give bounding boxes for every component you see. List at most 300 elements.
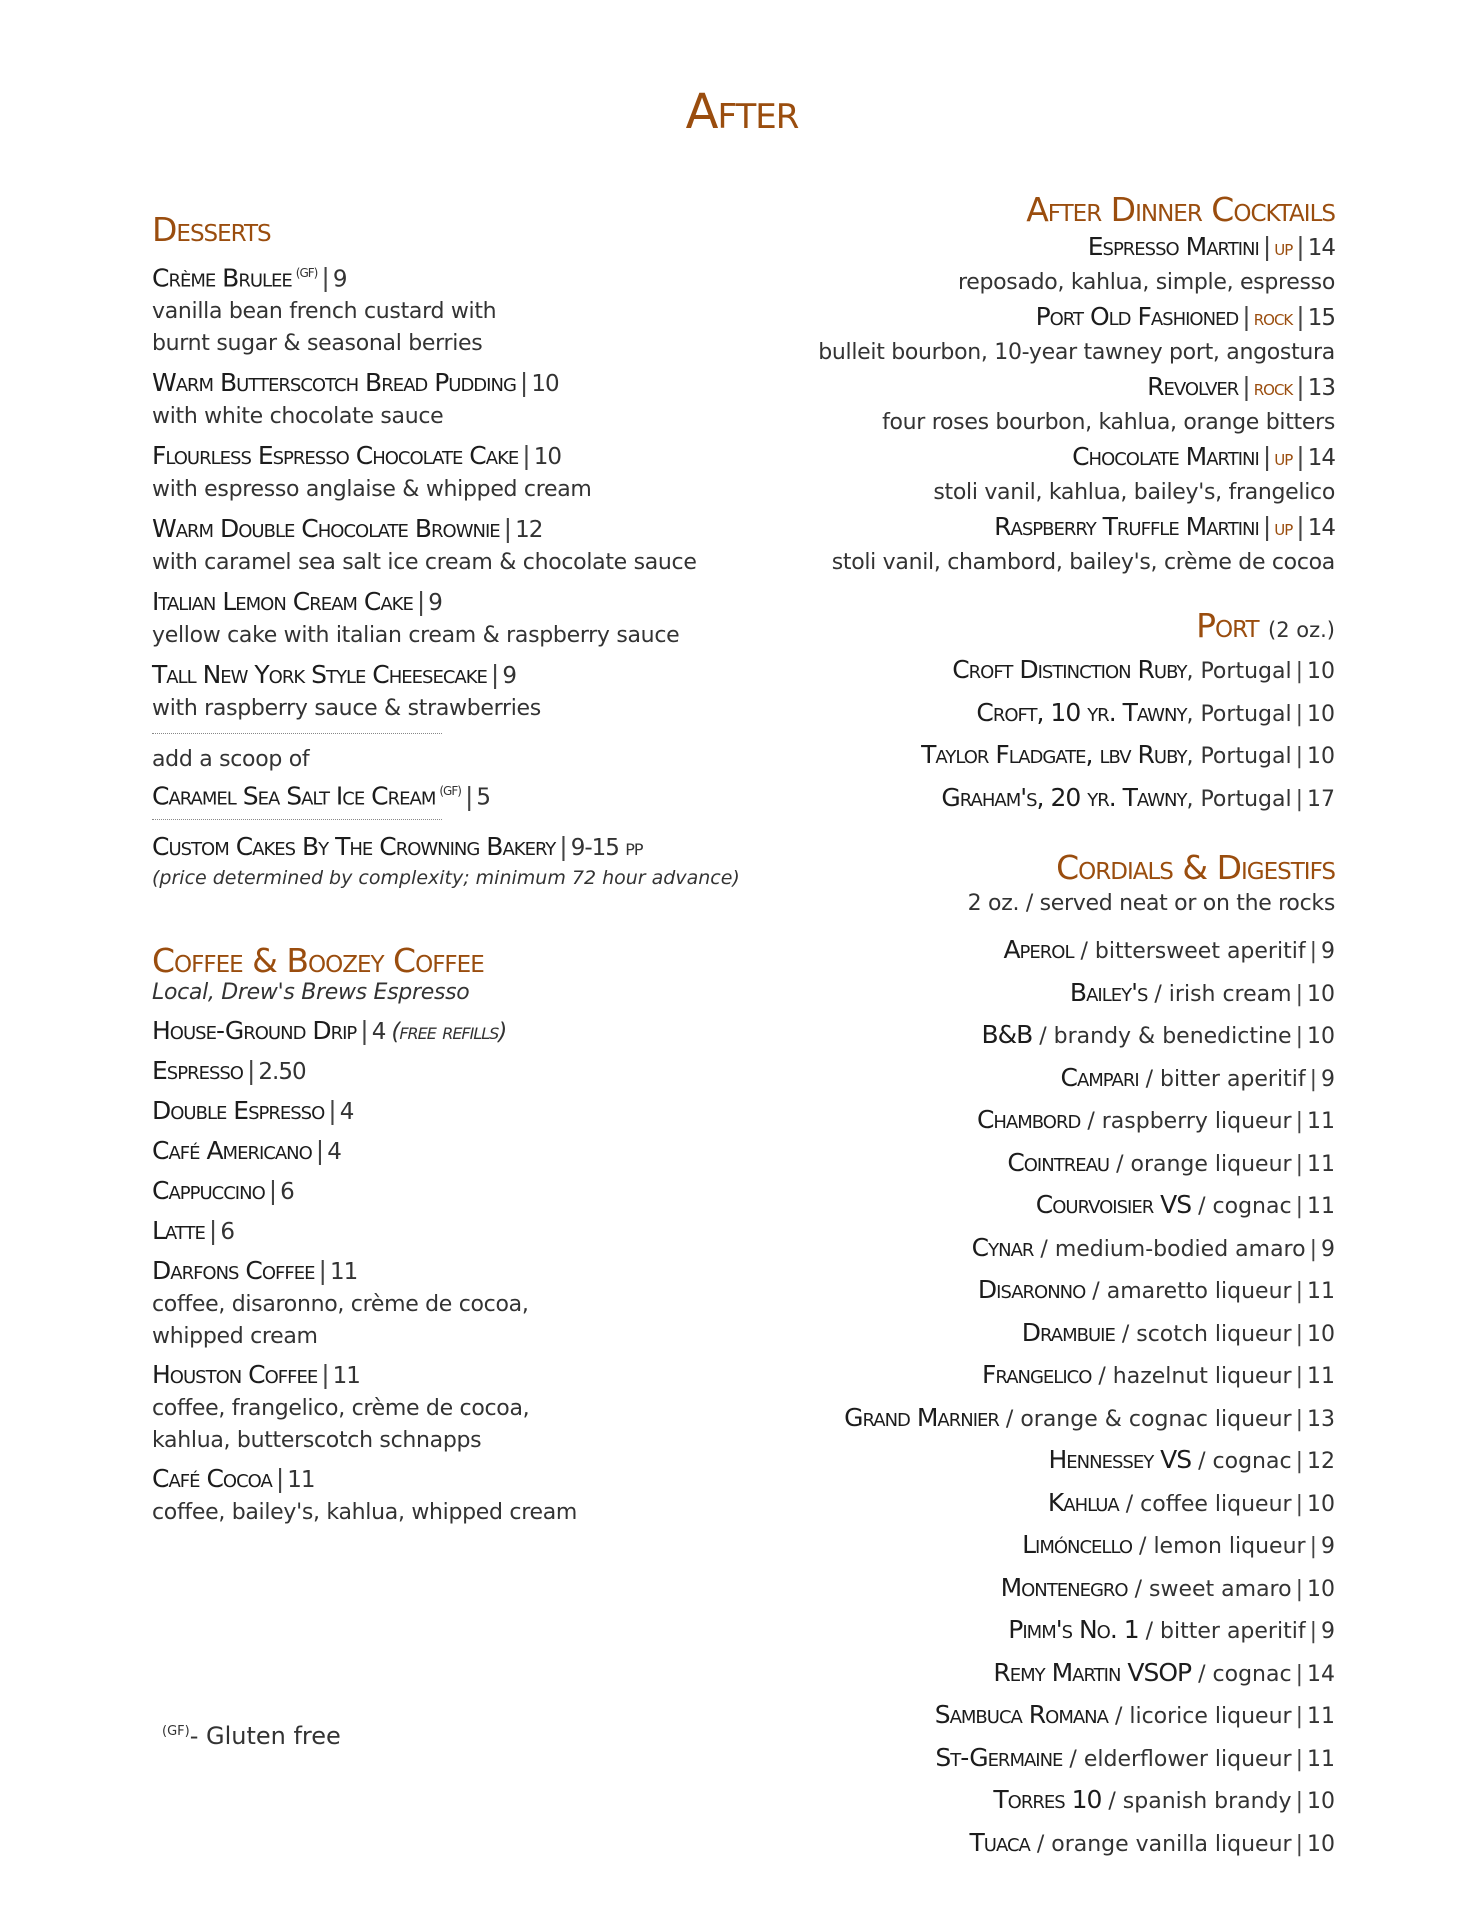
cocktail-name: Revolver — [1147, 372, 1239, 401]
cocktail-name-line — [715, 440, 1335, 476]
dessert-item — [152, 512, 772, 579]
addon-intro: add a scoop of — [152, 747, 310, 773]
cordial-price: 10 — [1307, 1491, 1335, 1517]
coffee-item — [152, 1054, 772, 1089]
coffee-desc: coffee, disaronno, crème de cocoa, — [152, 1291, 529, 1317]
cordial-item — [715, 1823, 1335, 1866]
addon-name: Caramel Sea Salt Ice Cream — [152, 781, 436, 811]
coffee-desc: kahlua, butterscotch schnapps — [152, 1427, 482, 1453]
cordial-price: 9 — [1321, 1534, 1335, 1559]
custom-cake-name: Custom Cakes By The Crowning Bakery — [152, 831, 556, 861]
cordial-name: Campari — [1060, 1062, 1139, 1092]
coffee-subtitle: Local, Drew's Brews Espresso — [152, 979, 470, 1005]
cordial-desc: brandy & benedictine — [1053, 1024, 1292, 1049]
slash: / — [1138, 1619, 1161, 1644]
separator: | — [268, 1175, 277, 1205]
cordial-desc: bittersweet aperitif — [1094, 939, 1306, 964]
coffee-section — [152, 941, 772, 1529]
cocktails-section — [715, 190, 1335, 580]
cocktail-item — [715, 510, 1335, 580]
cocktail-serve: up — [1274, 446, 1293, 471]
cordial-price: 10 — [1307, 1321, 1335, 1347]
separator: | — [360, 1015, 368, 1045]
separator: | — [1296, 442, 1304, 471]
separator: | — [559, 831, 567, 861]
coffee-name-line — [152, 1214, 772, 1249]
separator: | — [1295, 1279, 1303, 1304]
cocktail-name: Raspberry Truffle Martini — [994, 512, 1259, 541]
comma: , — [1186, 744, 1201, 769]
cocktail-serve: up — [1274, 236, 1293, 261]
separator: | — [275, 1463, 284, 1493]
dessert-item — [152, 658, 772, 725]
cocktail-name-line — [715, 230, 1335, 266]
separator: | — [1295, 1194, 1303, 1219]
cocktail-price: 13 — [1307, 375, 1335, 401]
dessert-name: Warm Double Chocolate Brownie — [152, 514, 500, 544]
cordial-item — [715, 1568, 1335, 1611]
cordial-desc: cognac — [1212, 1194, 1292, 1219]
separator: | — [208, 1215, 217, 1245]
port-origin: Portugal — [1200, 659, 1292, 684]
separator: | — [1295, 1364, 1303, 1389]
dessert-name-line — [152, 512, 772, 547]
dessert-name: Crème Brulee — [152, 263, 292, 293]
dessert-desc: with caramel sea salt ice cream & chocolate sauce — [152, 550, 697, 576]
custom-cake-price: 9-15 pp — [570, 834, 643, 861]
cocktail-item — [715, 230, 1335, 300]
port-item — [715, 650, 1335, 693]
cordial-name: Tuaca — [969, 1827, 1030, 1857]
coffee-price: 11 — [329, 1258, 358, 1285]
custom-cake-item — [152, 830, 772, 865]
cordial-price: 14 — [1307, 1661, 1335, 1687]
cordial-desc: bitter aperitif — [1160, 1066, 1306, 1092]
port-name: Taylor Fladgate, lbv Ruby — [921, 740, 1187, 769]
dessert-price: 9 — [332, 266, 347, 293]
cordial-desc: coffee liqueur — [1140, 1491, 1292, 1517]
port-section — [715, 606, 1335, 820]
separator: | — [1309, 1066, 1317, 1092]
coffee-price: 4 — [371, 1018, 386, 1045]
separator: | — [1295, 1704, 1303, 1729]
coffee-item — [152, 1254, 772, 1353]
gluten-free-footnote — [162, 1722, 341, 1750]
coffee-item — [152, 1094, 772, 1129]
cordial-item — [715, 1780, 1335, 1823]
slash: / — [1062, 1746, 1084, 1772]
separator: | — [1295, 659, 1303, 684]
cocktail-serve: rock — [1253, 376, 1293, 401]
dessert-desc: burnt sugar & seasonal berries — [152, 331, 483, 357]
cordial-name: Bailey's — [1069, 977, 1148, 1007]
coffee-price: 6 — [280, 1178, 294, 1205]
cordial-item — [715, 1100, 1335, 1143]
coffee-item — [152, 1214, 772, 1249]
cordial-desc: irish cream — [1168, 981, 1292, 1007]
cocktail-serve: rock — [1253, 306, 1293, 331]
cocktail-name-line — [715, 300, 1335, 336]
cocktail-desc: stoli vanil, kahlua, bailey's, frangelico — [933, 480, 1335, 505]
cordial-desc: elderflower liqueur — [1083, 1746, 1292, 1772]
comma: , — [1186, 786, 1201, 812]
dessert-price: 10 — [533, 444, 561, 471]
separator: | — [1242, 372, 1250, 401]
coffee-item — [152, 1014, 772, 1049]
cordial-name: Kahlua — [1047, 1487, 1119, 1517]
separator: | — [1295, 1576, 1303, 1602]
slash: / — [1191, 1194, 1213, 1219]
coffee-price: 11 — [287, 1466, 315, 1493]
port-item — [715, 735, 1335, 778]
cocktail-desc: bulleit bourbon, 10-year tawney port, angostura — [818, 340, 1335, 365]
separator: | — [1295, 1789, 1303, 1814]
slash: / — [1147, 981, 1169, 1007]
coffee-desc: coffee, frangelico, crème de cocoa, — [152, 1395, 530, 1421]
cordial-price: 10 — [1307, 981, 1335, 1007]
divider — [152, 733, 442, 734]
cordial-item — [715, 1228, 1335, 1271]
cordial-price: 12 — [1307, 1449, 1335, 1474]
dessert-price: 12 — [515, 517, 543, 544]
separator: | — [1295, 744, 1303, 769]
desserts-heading: Desserts — [152, 210, 271, 249]
coffee-price: 11 — [332, 1362, 360, 1389]
footnote-text: - Gluten free — [189, 1722, 341, 1750]
cordial-item — [715, 1483, 1335, 1526]
separator: | — [1296, 232, 1304, 261]
dessert-name-line — [152, 585, 772, 620]
cordial-price: 11 — [1307, 1704, 1335, 1729]
cordial-item — [715, 1398, 1335, 1441]
cordial-name: Cynar — [971, 1232, 1034, 1262]
separator: | — [1309, 939, 1317, 964]
port-name: Croft, 10 yr. Tawny — [976, 697, 1187, 727]
dessert-item — [152, 256, 772, 360]
port-item — [715, 778, 1335, 821]
slash: / — [1118, 1491, 1141, 1517]
slash: / — [1138, 1066, 1161, 1092]
cocktail-price: 14 — [1307, 235, 1335, 261]
coffee-name: House-Ground Drip — [152, 1015, 357, 1045]
separator: | — [1295, 981, 1303, 1007]
cocktail-desc: stoli vanil, chambord, bailey's, crème de cocoa — [831, 550, 1335, 575]
cordial-item — [715, 1738, 1335, 1781]
slash: / — [1080, 1109, 1102, 1134]
cordial-desc: cognac — [1212, 1661, 1292, 1687]
dessert-desc: with raspberry sauce & strawberries — [152, 696, 541, 722]
dessert-name: Flourless Espresso Chocolate Cake — [152, 441, 519, 471]
cordial-price: 10 — [1307, 1789, 1335, 1814]
coffee-name: Double Espresso — [152, 1095, 325, 1125]
cordial-item — [715, 1015, 1335, 1058]
addon-price: 5 — [476, 784, 491, 811]
comma: , — [1186, 659, 1201, 684]
separator: | — [246, 1055, 255, 1085]
separator: | — [1295, 1661, 1303, 1687]
gf-mark: (GF) — [162, 1724, 190, 1739]
cordial-name: Sambuca Romana — [934, 1700, 1108, 1729]
separator: | — [1242, 302, 1250, 331]
dessert-price: 10 — [531, 371, 559, 398]
cordial-name: Pimm's No. 1 — [1008, 1615, 1139, 1644]
cocktail-name: Chocolate Martini — [1072, 442, 1259, 471]
cordial-desc: sweet amaro — [1149, 1576, 1292, 1602]
cocktail-desc: four roses bourbon, kahlua, orange bitters — [882, 410, 1335, 435]
cordial-desc: bitter aperitif — [1160, 1619, 1306, 1644]
cocktail-price: 15 — [1307, 305, 1335, 331]
cordial-price: 10 — [1307, 1831, 1335, 1857]
cordial-name: Courvoisier VS — [1035, 1190, 1192, 1219]
coffee-name-line — [152, 1358, 772, 1393]
cordial-item — [715, 1058, 1335, 1101]
dessert-desc: with white chocolate sauce — [152, 404, 444, 430]
cocktail-name-line — [715, 510, 1335, 546]
cordial-item — [715, 1610, 1335, 1653]
coffee-item — [152, 1174, 772, 1209]
dessert-desc: yellow cake with italian cream & raspberry sauce — [152, 623, 680, 649]
separator: | — [416, 587, 425, 617]
cordial-name: Cointreau — [1007, 1147, 1110, 1177]
cordials-sub: 2 oz. / served neat or on the rocks — [967, 891, 1335, 916]
coffee-heading: Coffee & Boozey Coffee — [152, 940, 484, 980]
coffee-name: Espresso — [152, 1055, 243, 1085]
coffee-item — [152, 1134, 772, 1169]
dessert-price: 9 — [428, 590, 442, 617]
separator: | — [1309, 1619, 1317, 1644]
slash: / — [1127, 1576, 1150, 1602]
slash: / — [1132, 1534, 1154, 1559]
cordial-name: B&B — [981, 1020, 1033, 1049]
cocktail-item — [715, 300, 1335, 370]
port-title: Port — [1196, 606, 1259, 645]
coffee-name-line — [152, 1054, 772, 1089]
dessert-item — [152, 366, 772, 433]
dessert-name-line — [152, 256, 772, 296]
addon-item — [152, 774, 772, 814]
separator: | — [1295, 1151, 1303, 1177]
cordial-desc: orange vanilla liqueur — [1051, 1831, 1292, 1857]
separator: | — [503, 514, 512, 544]
dessert-name: Warm Butterscotch Bread Pudding — [152, 368, 516, 398]
cordial-price: 9 — [1321, 1619, 1335, 1644]
cordial-desc: amaretto liqueur — [1106, 1279, 1292, 1304]
cordial-item — [715, 1440, 1335, 1483]
coffee-name: Darfons Coffee — [152, 1255, 315, 1285]
separator: | — [1295, 1831, 1303, 1857]
cordial-desc: hazelnut liqueur — [1112, 1364, 1292, 1389]
coffee-name-line — [152, 1462, 772, 1497]
separator: | — [1295, 1746, 1303, 1772]
cordial-name: Remy Martin VSOP — [993, 1657, 1192, 1687]
cordial-item — [715, 1525, 1335, 1568]
separator: | — [1295, 786, 1303, 812]
cordials-section — [715, 848, 1335, 1865]
cocktail-name: Port Old Fashioned — [1035, 302, 1239, 331]
dessert-item — [152, 439, 772, 506]
separator: | — [318, 1255, 326, 1285]
cordial-item — [715, 1695, 1335, 1738]
cordial-name: Frangelico — [982, 1360, 1092, 1389]
cocktail-item — [715, 370, 1335, 440]
port-origin: Portugal — [1200, 786, 1292, 812]
cordial-name: Hennessey VS — [1048, 1445, 1192, 1474]
separator: | — [1262, 512, 1271, 541]
port-origin: Portugal — [1200, 701, 1292, 727]
slash: / — [1109, 1151, 1131, 1177]
coffee-name: Cappuccino — [152, 1175, 265, 1205]
cordial-desc: spanish brandy — [1122, 1789, 1292, 1814]
port-name: Croft Distinction Ruby — [952, 655, 1187, 684]
right-column — [715, 190, 1335, 1865]
dessert-item — [152, 585, 772, 652]
coffee-item — [152, 1462, 772, 1529]
slash: / — [998, 1406, 1021, 1432]
desserts-section — [152, 210, 772, 891]
port-list — [715, 650, 1335, 820]
coffee-price: 4 — [339, 1098, 354, 1125]
separator: | — [321, 263, 329, 293]
left-column — [152, 210, 772, 1529]
coffee-name-line — [152, 1134, 772, 1169]
port-price: 10 — [1307, 659, 1335, 684]
cordial-item — [715, 1270, 1335, 1313]
page-title: After — [685, 84, 799, 140]
coffee-desc: coffee, bailey's, kahlua, whipped cream — [152, 1499, 578, 1525]
dessert-name: Tall New York Style Cheesecake — [152, 660, 487, 690]
comma: , — [1186, 701, 1201, 727]
cordial-price: 11 — [1307, 1151, 1335, 1177]
slash: / — [1191, 1449, 1213, 1474]
cordial-desc: medium-bodied amaro — [1054, 1236, 1306, 1262]
slash: / — [1191, 1661, 1213, 1687]
cordial-price: 9 — [1321, 1066, 1335, 1092]
separator: | — [1296, 302, 1304, 331]
dessert-name-line — [152, 439, 772, 474]
coffee-name-line — [152, 1254, 772, 1289]
dessert-name-line — [152, 366, 772, 401]
separator: | — [1295, 1406, 1303, 1432]
separator: | — [1296, 512, 1304, 541]
cordial-item — [715, 973, 1335, 1016]
dessert-name: Italian Lemon Cream Cake — [152, 587, 413, 617]
separator: | — [1295, 1491, 1303, 1517]
port-origin: Portugal — [1200, 744, 1292, 769]
cordial-item — [715, 1653, 1335, 1696]
coffee-name: Café Americano — [152, 1135, 312, 1165]
custom-cake-note: (price determined by complexity; minimum 72 hour advance) — [152, 866, 740, 889]
separator: | — [490, 660, 499, 690]
cordial-desc: cognac — [1212, 1449, 1292, 1474]
separator: | — [1295, 1321, 1303, 1347]
cordial-item — [715, 1355, 1335, 1398]
slash: / — [1033, 1236, 1055, 1262]
cocktails-heading: After Dinner Cocktails — [1026, 190, 1335, 229]
cordial-name: Aperol — [1003, 935, 1074, 964]
cordial-name: Drambuie — [1021, 1317, 1115, 1347]
slash: / — [1032, 1024, 1054, 1049]
separator: | — [321, 1359, 329, 1389]
separator: | — [1262, 232, 1271, 261]
coffee-list — [152, 1014, 772, 1529]
cordial-desc: raspberry liqueur — [1101, 1109, 1292, 1134]
port-item — [715, 693, 1335, 736]
slash: / — [1091, 1364, 1113, 1389]
port-price: 10 — [1307, 701, 1335, 727]
cordial-list — [715, 930, 1335, 1865]
cordial-name: Grand Marnier — [844, 1402, 999, 1432]
coffee-name: Café Cocoa — [152, 1463, 272, 1493]
cocktail-name: Espresso Martini — [1087, 232, 1259, 261]
coffee-name-line — [152, 1174, 772, 1209]
cordial-price: 9 — [1321, 939, 1335, 964]
cocktail-name-line — [715, 370, 1335, 406]
cocktail-desc: reposado, kahlua, simple, espresso — [957, 270, 1335, 295]
port-sub: (2 oz.) — [1268, 618, 1335, 642]
dessert-desc: with espresso anglaise & whipped cream — [152, 477, 592, 503]
cordial-price: 11 — [1307, 1194, 1335, 1219]
cordials-heading: Cordials & Digestifs — [1056, 848, 1335, 887]
coffee-price: 4 — [327, 1138, 341, 1165]
separator: | — [328, 1095, 336, 1125]
cordial-price: 11 — [1307, 1746, 1335, 1772]
cordial-price: 13 — [1307, 1406, 1335, 1432]
dessert-list — [152, 256, 772, 725]
separator: | — [1295, 701, 1303, 727]
slash: / — [1101, 1789, 1123, 1814]
port-price: 17 — [1307, 786, 1335, 812]
cordial-item — [715, 930, 1335, 973]
cordial-desc: scotch liqueur — [1136, 1321, 1292, 1347]
cordial-name: Torres 10 — [993, 1785, 1102, 1814]
coffee-name: Houston Coffee — [152, 1359, 318, 1389]
coffee-name: Latte — [152, 1215, 205, 1245]
separator: | — [522, 441, 530, 471]
cordial-name: Montenegro — [1000, 1572, 1128, 1602]
cordial-price: 11 — [1307, 1279, 1335, 1304]
dessert-name-line — [152, 658, 772, 693]
cocktail-price: 14 — [1307, 445, 1335, 471]
gf-mark: (GF) — [439, 784, 461, 799]
coffee-price: 2.50 — [258, 1058, 306, 1085]
cordial-desc: lemon liqueur — [1153, 1534, 1306, 1559]
slash: / — [1114, 1321, 1137, 1347]
separator: | — [1295, 1449, 1303, 1474]
cocktail-item — [715, 440, 1335, 510]
dessert-desc: vanilla bean french custard with — [152, 299, 497, 325]
coffee-note: (free refills) — [391, 1018, 507, 1045]
slash: / — [1085, 1279, 1107, 1304]
cocktail-serve: up — [1274, 516, 1293, 541]
separator: | — [1295, 1024, 1303, 1049]
coffee-desc: whipped cream — [152, 1323, 318, 1349]
cocktail-price: 14 — [1307, 515, 1335, 541]
cordial-name: Chambord — [976, 1105, 1081, 1134]
cordial-name: Disaronno — [977, 1275, 1086, 1304]
gf-mark: (GF) — [295, 266, 318, 280]
coffee-name-line — [152, 1014, 772, 1049]
cordial-desc: licorice liqueur — [1129, 1704, 1292, 1729]
cordial-price: 10 — [1307, 1024, 1335, 1049]
separator: | — [464, 781, 473, 811]
slash: / — [1029, 1831, 1052, 1857]
cordial-desc: orange & cognac liqueur — [1020, 1406, 1292, 1432]
port-name: Graham's, 20 yr. Tawny — [941, 782, 1187, 812]
slash: / — [1107, 1704, 1130, 1729]
separator: | — [1309, 1534, 1317, 1559]
cordial-item — [715, 1185, 1335, 1228]
coffee-price: 6 — [220, 1218, 234, 1245]
